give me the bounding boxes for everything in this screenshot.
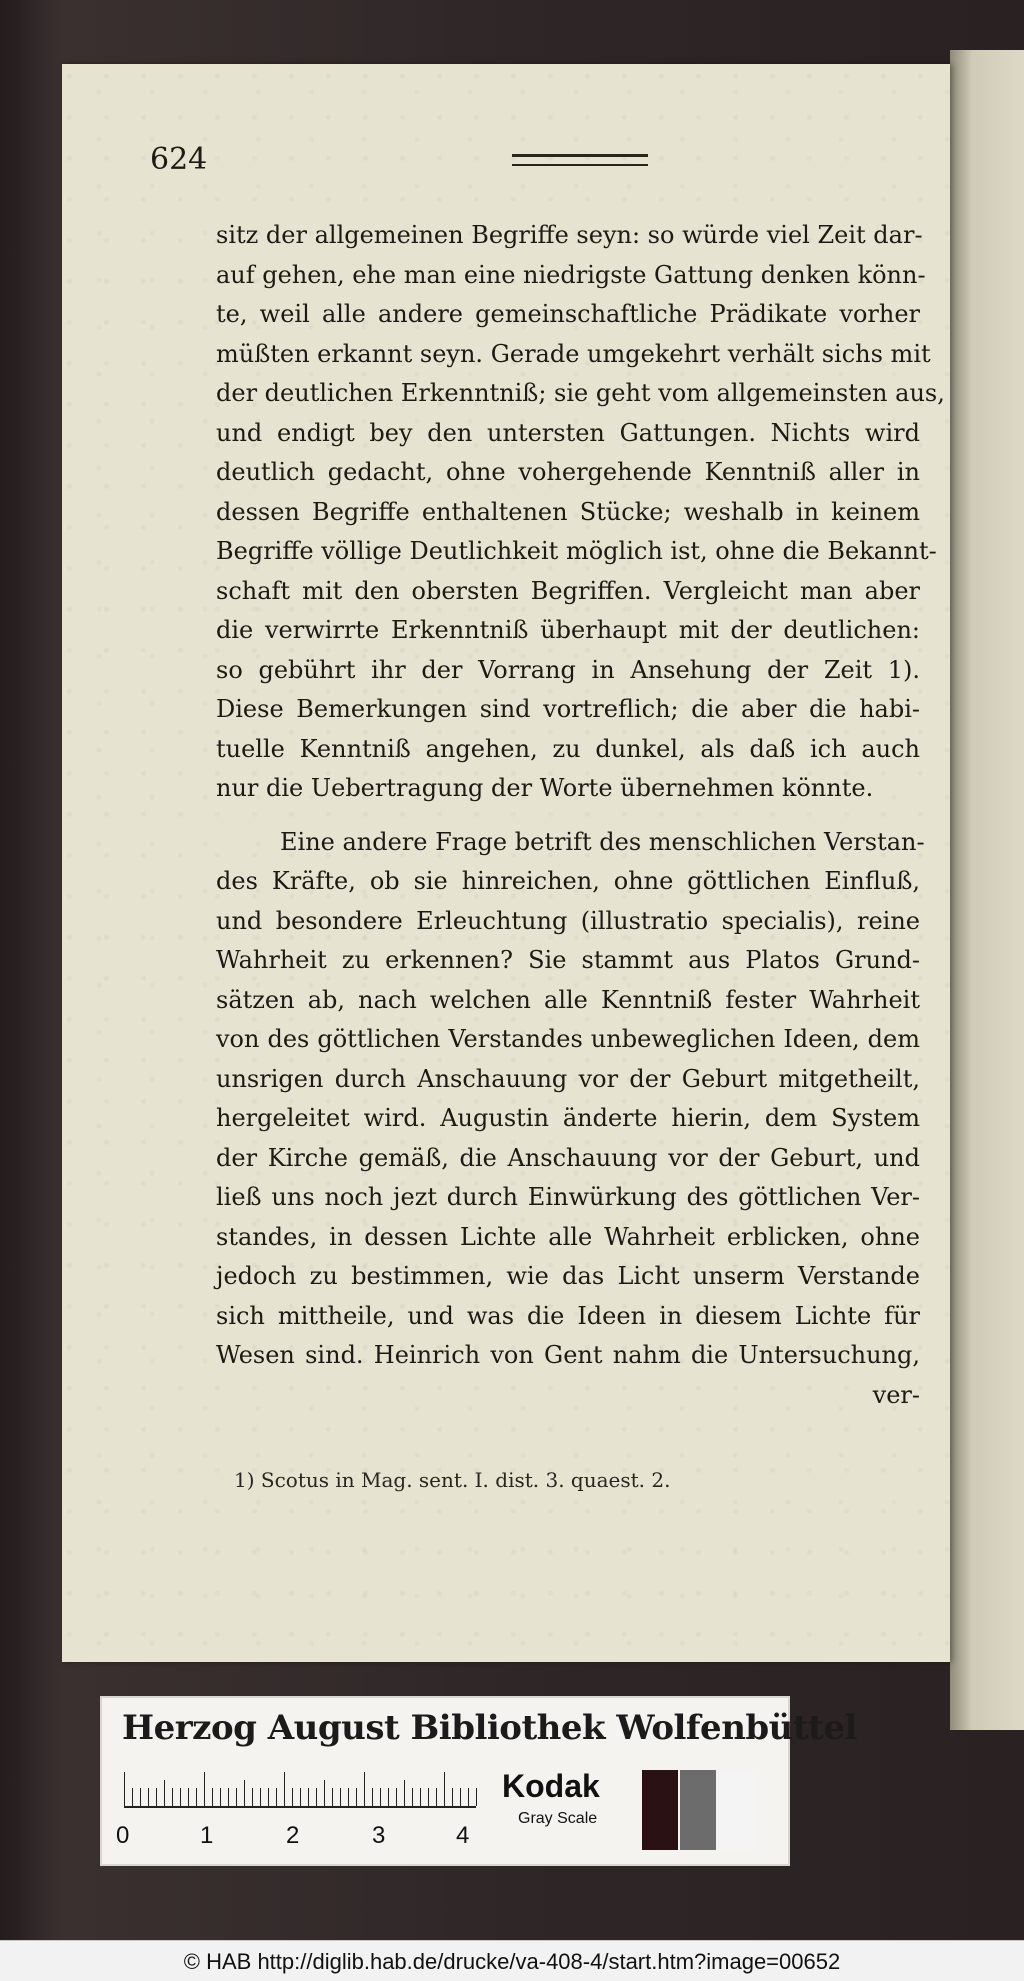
body-text [216, 216, 945, 1415]
paragraph-2 [216, 823, 925, 1376]
ruler-number: 0 [116, 1822, 130, 1849]
footer-bar [0, 1940, 1024, 1981]
color-target-card [100, 1696, 857, 1866]
ruler-tick [180, 1788, 181, 1806]
ruler-tick [124, 1772, 125, 1806]
ruler-tick [396, 1788, 397, 1806]
ruler-number: 1 [200, 1822, 214, 1849]
ruler-tick [428, 1788, 429, 1806]
ruler-tick [164, 1780, 165, 1806]
ruler-tick [308, 1788, 309, 1806]
paragraph-1 [216, 216, 945, 809]
text-line: sich mittheile, und was die Ideen in diesem Lichte für [216, 1301, 920, 1330]
gray-swatch-dark [642, 1770, 678, 1850]
ruler-tick [380, 1788, 381, 1806]
ruler-tick [188, 1788, 189, 1806]
text-line: schaft mit den obersten Begriffen. Vergleicht man aber [216, 576, 920, 605]
ruler-tick [292, 1788, 293, 1806]
text-line: der deutlichen Erkenntniß; sie geht vom allgemeinsten aus, [216, 379, 945, 407]
text-line: Wahrheit zu erkennen? Sie stammt aus Platos Grund- [216, 946, 920, 974]
ruler-tick [420, 1788, 421, 1806]
footnote: 1) Scotus in Mag. sent. I. dist. 3. quaest. 2. [234, 1468, 671, 1492]
text-line: der Kirche gemäß, die Anschauung vor der Geburt, und [216, 1143, 920, 1172]
ruler-tick [196, 1788, 197, 1806]
header-rule [512, 154, 648, 166]
text-line: auf gehen, ehe man eine niedrigste Gattung denken könn- [216, 260, 926, 289]
library-title: Herzog August Bibliothek Wolfenbüttel [122, 1708, 857, 1748]
ruler-tick [228, 1788, 229, 1806]
ruler-tick [148, 1788, 149, 1806]
ruler-tick [348, 1788, 349, 1806]
ruler-tick [332, 1788, 333, 1806]
gray-swatch-mid [680, 1770, 716, 1850]
text-line: so gebührt ihr der Vorrang in Ansehung der Zeit 1). [216, 655, 920, 684]
text-line: des Kräfte, ob sie hinreichen, ohne göttlichen Einfluß, [216, 867, 920, 895]
text-line: tuelle Kenntniß angehen, zu dunkel, als daß ich auch [216, 734, 920, 763]
ruler-tick [300, 1788, 301, 1806]
text-line: te, weil alle andere gemeinschaftliche Prädikate vorher [216, 300, 920, 328]
text-line: ließ uns noch jezt durch Einwürkung des göttlichen Ver- [216, 1183, 920, 1211]
ruler-tick [460, 1788, 461, 1806]
ruler-tick [172, 1788, 173, 1806]
text-line: und besondere Erleuchtung (illustratio specialis), reine [216, 906, 920, 935]
text-line: und endigt bey den untersten Gattungen. Nichts wird [216, 418, 920, 447]
ruler-tick [444, 1772, 445, 1806]
ruler-tick [412, 1788, 413, 1806]
ruler-tick [476, 1788, 477, 1806]
ruler-tick [236, 1788, 237, 1806]
ruler-tick [404, 1780, 405, 1806]
ruler-tick [244, 1780, 245, 1806]
ruler-tick [140, 1788, 141, 1806]
ruler-tick [364, 1772, 365, 1806]
ruler-tick [468, 1788, 469, 1806]
ruler-tick [452, 1788, 453, 1806]
copyright-url[interactable]: © HAB http://diglib.hab.de/drucke/va-408-4/start.htm?image=00652 [183, 1949, 841, 1974]
scale-ruler [124, 1772, 476, 1808]
ruler-tick [260, 1788, 261, 1806]
ruler-tick [284, 1772, 285, 1806]
text-line: unsrigen durch Anschauung vor der Geburt mitgetheilt, [216, 1064, 920, 1093]
ruler-tick [268, 1788, 269, 1806]
text-line: Eine andere Frage betrift des menschlichen Verstan- [280, 827, 925, 856]
ruler-tick [156, 1788, 157, 1806]
text-line: nur die Uebertragung der Worte übernehmen könnte. [216, 774, 874, 802]
text-line: Begriffe völlige Deutlichkeit möglich ist, ohne die Bekannt- [216, 537, 937, 565]
gray-swatch-light [718, 1770, 754, 1850]
ruler-tick [356, 1788, 357, 1806]
ruler-tick [212, 1788, 213, 1806]
text-line: Diese Bemerkungen sind vortreflich; die aber die habi- [216, 695, 920, 723]
text-line: deutlich gedacht, ohne vohergehende Kenntniß aller in [216, 458, 920, 486]
ruler-tick [316, 1788, 317, 1806]
ruler-tick [372, 1788, 373, 1806]
ruler-tick [220, 1788, 221, 1806]
text-line: dessen Begriffe enthaltenen Stücke; weshalb in keinem [216, 497, 920, 526]
text-line: die verwirrte Erkenntniß überhaupt mit der deutlichen: [216, 616, 920, 644]
catchword: ver- [872, 1380, 920, 1409]
ruler-number: 2 [286, 1822, 300, 1849]
ruler-tick [252, 1788, 253, 1806]
kodak-logo: Kodak [502, 1768, 600, 1804]
adjacent-page-edge [950, 50, 1024, 1730]
ruler-number: 4 [456, 1822, 470, 1849]
ruler-tick [276, 1788, 277, 1806]
ruler-tick [324, 1780, 325, 1806]
page-number: 624 [150, 142, 208, 177]
ruler-number: 3 [372, 1822, 386, 1849]
text-line: Wesen sind. Heinrich von Gent nahm die Untersuchung, [216, 1341, 920, 1369]
ruler-tick [340, 1788, 341, 1806]
text-line: sitz der allgemeinen Begriffe seyn: so würde viel Zeit dar- [216, 221, 923, 249]
gray-scale-label: Gray Scale [518, 1810, 598, 1827]
text-line: jedoch zu bestimmen, wie das Licht unserm Verstande [216, 1262, 920, 1290]
text-line: hergeleitet wird. Augustin änderte hierin, dem System [216, 1104, 920, 1132]
ruler-tick [388, 1788, 389, 1806]
text-line: müßten erkannt seyn. Gerade umgekehrt verhält sichs mit [216, 339, 931, 368]
text-line: von des göttlichen Verstandes unbeweglichen Ideen, dem [216, 1025, 920, 1053]
ruler-tick [132, 1788, 133, 1806]
ruler-tick [204, 1772, 205, 1806]
ruler-tick [436, 1788, 437, 1806]
text-line: standes, in dessen Lichte alle Wahrheit erblicken, ohne [216, 1222, 920, 1251]
text-line: sätzen ab, nach welchen alle Kenntniß fester Wahrheit [216, 985, 920, 1014]
